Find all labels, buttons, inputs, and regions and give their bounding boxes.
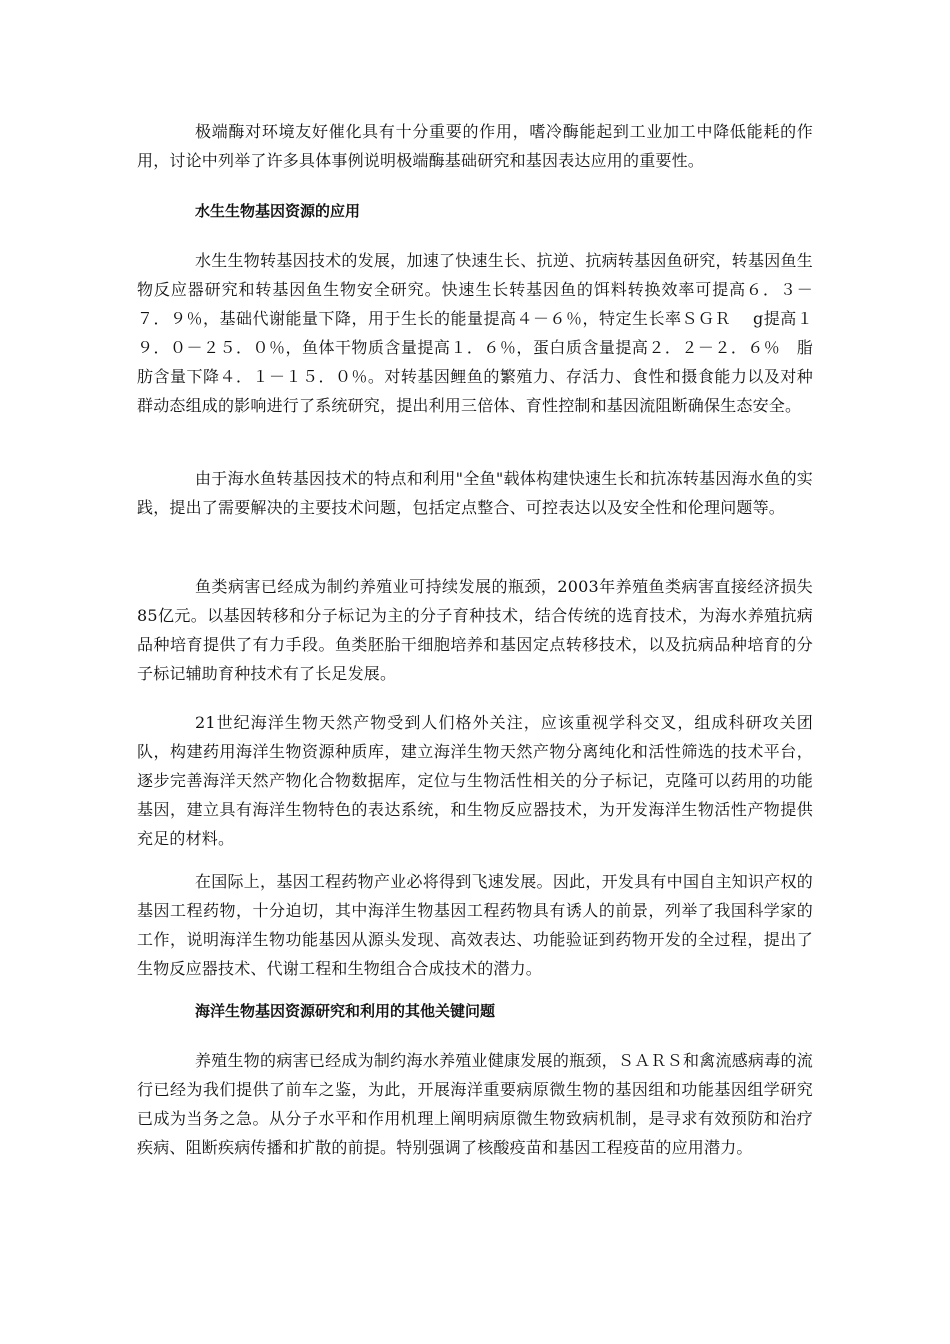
paragraph-fish-disease: 鱼类病害已经成为制约养殖业可持续发展的瓶颈，2003年养殖鱼类病害直接经济损失85亿元。以基因转移和分子标记为主的分子育种技术，结合传统的选育技术，为海水养殖抗病品种培育提供了有力手段。鱼类胚胎干细胞培养和基因定点转移技术，以及抗病品种培育的分子标记辅助育种技术有了长足发展。 [137, 577, 813, 683]
section-heading-other-key-issues: 海洋生物基因资源研究和利用的其他关键问题 [195, 1002, 496, 1020]
paragraph-genetic-engineering-drugs: 在国际上，基因工程药物产业必将得到飞速发展。因此，开发具有中国自主知识产权的基因工程药物，十分迫切，其中海洋生物基因工程药物具有诱人的前景，列举了我国科学家的工作，说明海洋生物功能基因从源头发现、高效表达、功能验证到药物开发的全过程，提出了生物反应器技术、代谢工程和生物组合合成技术的潜力。 [137, 872, 813, 978]
paragraph-transgenic-fish: 水生生物转基因技术的发展，加速了快速生长、抗逆、抗病转基因鱼研究，转基因鱼生物反应器研究和转基因鱼生物安全研究。快速生长转基因鱼的饵料转换效率可提高６．３－７．９％，基础代谢能量下降，用于生长的能量提高４－６％，特定生长率ＳＧＲ g提高１９．０－２５．０％，鱼体干物质含量提高１．６％，蛋白质含量提高２．２－２．６％ 脂肪含量下降４．１－１５．０％。对转基因鲤鱼的繁殖力、存活力、食性和摄食能力以及对种群动态组成的影响进行了系统研究，提出利用三倍体、育性控制和基因流阻断确保生态安全。 [137, 251, 813, 415]
paragraph-marine-fish-transgenic: 由于海水鱼转基因技术的特点和利用"全鱼"载体构建快速生长和抗冻转基因海水鱼的实践，提出了需要解决的主要技术问题，包括定点整合、可控表达以及安全性和伦理问题等。 [137, 469, 813, 517]
paragraph-aquaculture-pathogens: 养殖生物的病害已经成为制约海水养殖业健康发展的瓶颈，ＳＡＲＳ和禽流感病毒的流行已经为我们提供了前车之鉴，为此，开展海洋重要病原微生物的基因组和功能基因组学研究已成为当务之急。从分子水平和作用机理上阐明病原微生物致病机制，是寻求有效预防和治疗疾病、阻断疾病传播和扩散的前提。特别强调了核酸疫苗和基因工程疫苗的应用潜力。 [137, 1051, 813, 1157]
section-heading-aquatic-gene-application: 水生生物基因资源的应用 [195, 202, 361, 220]
paragraph-extremozymes: 极端酶对环境友好催化具有十分重要的作用，嗜冷酶能起到工业加工中降低能耗的作用，讨论中列举了许多具体事例说明极端酶基础研究和基因表达应用的重要性。 [137, 122, 813, 170]
paragraph-marine-natural-products: 21世纪海洋生物天然产物受到人们格外关注，应该重视学科交叉，组成科研攻关团队，构建药用海洋生物资源种质库，建立海洋生物天然产物分离纯化和活性筛选的技术平台，逐步完善海洋天然产物化合物数据库，定位与生物活性相关的分子标记，克隆可以药用的功能基因，建立具有海洋生物特色的表达系统，和生物反应器技术，为开发海洋生物活性产物提供充足的材料。 [137, 713, 813, 848]
